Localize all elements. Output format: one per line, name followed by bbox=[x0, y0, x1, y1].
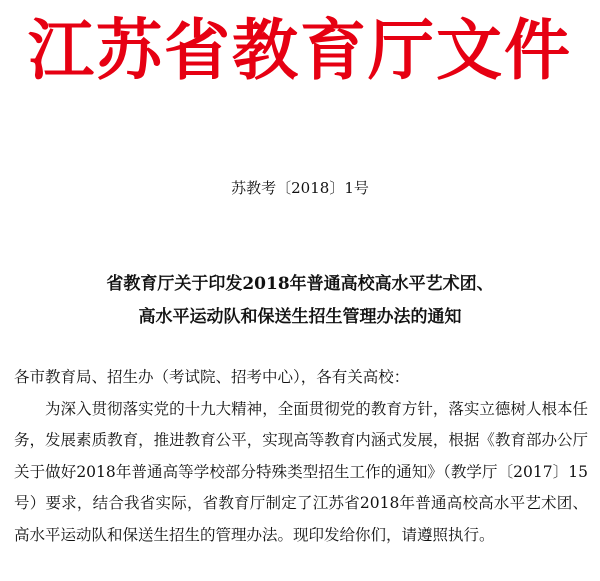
notice-title-line-1: 省教育厅关于印发2018年普通高校高水平艺术团、 bbox=[106, 274, 494, 294]
notice-title-line-2: 高水平运动队和保送生招生管理办法的通知 bbox=[138, 307, 462, 327]
document-number: 苏教考〔2018〕1号 bbox=[231, 179, 369, 197]
body-paragraph: 为深入贯彻落实党的十九大精神，全面贯彻党的教育方针，落实立德树人根本任务，发展素质教育，推进教育公平，实现高等教育内涵式发展，根据《教育部办公厅关于做好2018年普通高等学校部分特殊类型招生工作的通知》（教学厅〔2017〕15号）要求，结合我省实际，省教育厅制定了江苏省2018年普通高校高水平艺术团、高水平运动队和保送生招生的管理办法。现印发给你们，请遵照执行。 bbox=[14, 399, 588, 544]
notice-body bbox=[14, 362, 588, 551]
issuer-header-title: 江苏省教育厅文件 bbox=[28, 11, 572, 89]
salutation: 各市教育局、招生办（考试院、招考中心），各有关高校： bbox=[14, 368, 410, 386]
